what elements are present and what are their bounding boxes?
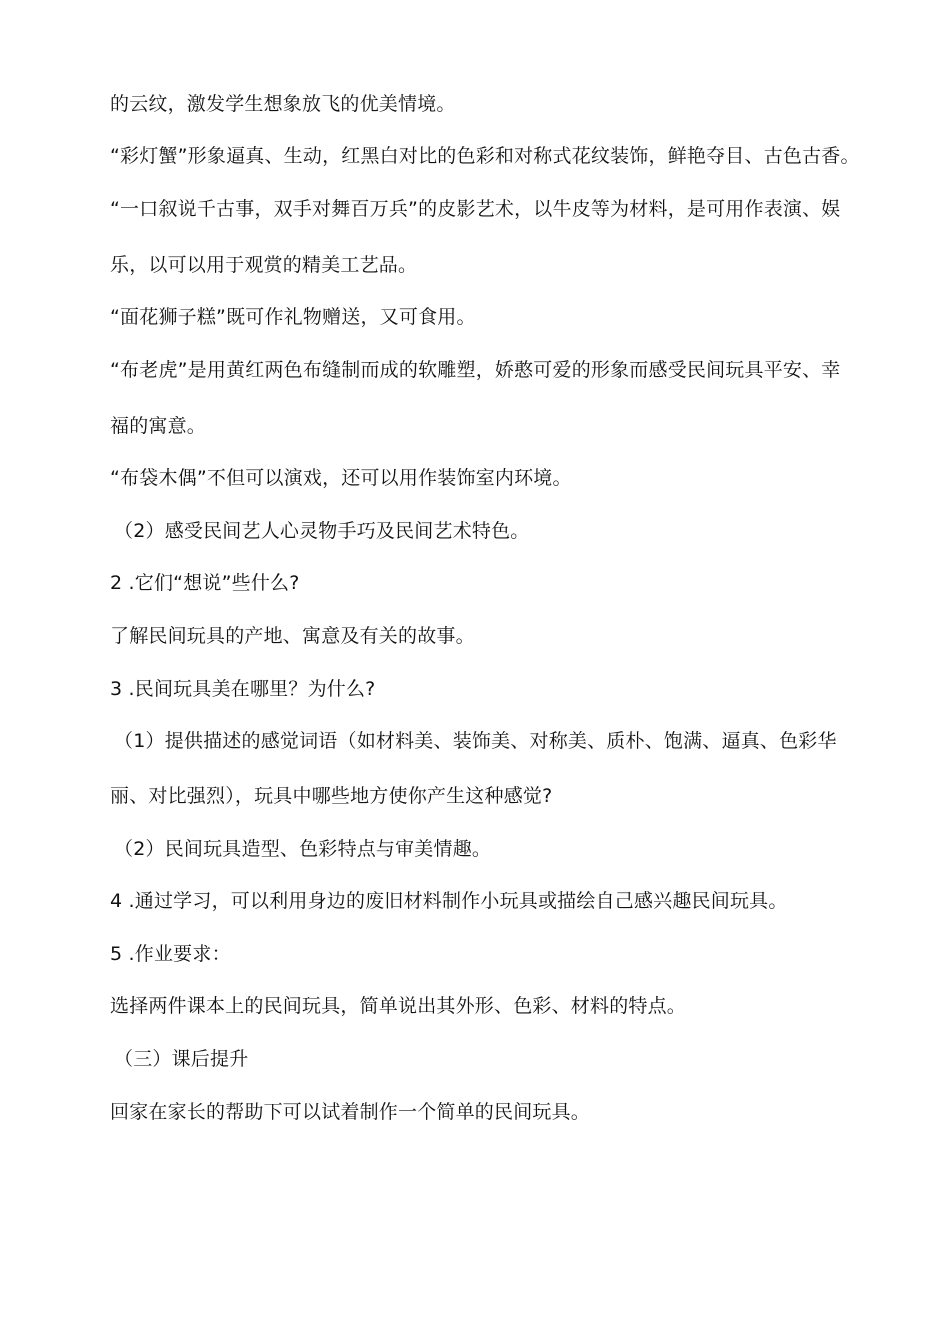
text-line-5: “面花狮子糕”既可作礼物赠送，又可食用。 — [110, 306, 476, 328]
text-line-14: 丽、对比强烈），玩具中哪些地方使你产生这种感觉? — [110, 785, 553, 807]
text-line-13: （1）提供描述的感觉词语（如材料美、装饰美、对称美、质朴、饱满、逼真、色彩华 — [114, 730, 837, 752]
text-line-7: 福的寓意。 — [110, 415, 207, 437]
text-line-17: 5 .作业要求： — [110, 943, 231, 965]
text-line-12: 3 .民间玩具美在哪里？为什么? — [110, 678, 376, 700]
text-line-18: 选择两件课本上的民间玩具，简单说出其外形、色彩、材料的特点。 — [110, 995, 687, 1017]
text-line-1: 的云纹，激发学生想象放飞的优美情境。 — [110, 93, 456, 115]
text-line-20: 回家在家长的帮助下可以试着制作一个简单的民间玩具。 — [110, 1101, 591, 1123]
text-line-10: 2 .它们“想说”些什么? — [110, 572, 300, 594]
text-line-8: “布袋木偶”不但可以演戏，还可以用作装饰室内环境。 — [110, 467, 572, 489]
text-line-3: “一口叙说千古事，双手对舞百万兵”的皮影艺术，以牛皮等为材料，是可用作表演、娱 — [110, 198, 841, 220]
text-line-9: （2）感受民间艺人心灵物手巧及民间艺术特色。 — [114, 520, 530, 542]
text-line-4: 乐，以可以用于观赏的精美工艺品。 — [110, 254, 418, 276]
text-line-15: （2）民间玩具造型、色彩特点与审美情趣。 — [114, 838, 492, 860]
text-line-6: “布老虎”是用黄红两色布缝制而成的软雕塑，娇憨可爱的形象而感受民间玩具平安、幸 — [110, 359, 841, 381]
text-line-11: 了解民间玩具的产地、寓意及有关的故事。 — [110, 625, 475, 647]
text-line-2: “彩灯蟹”形象逼真、生动，红黑白对比的色彩和对称式花纹装饰，鲜艳夺目、古色古香。 — [110, 145, 860, 167]
text-line-16: 4 .通过学习，可以利用身边的废旧材料制作小玩具或描绘自己感兴趣民间玩具。 — [110, 890, 788, 912]
text-line-19: （三）课后提升 — [114, 1048, 249, 1070]
